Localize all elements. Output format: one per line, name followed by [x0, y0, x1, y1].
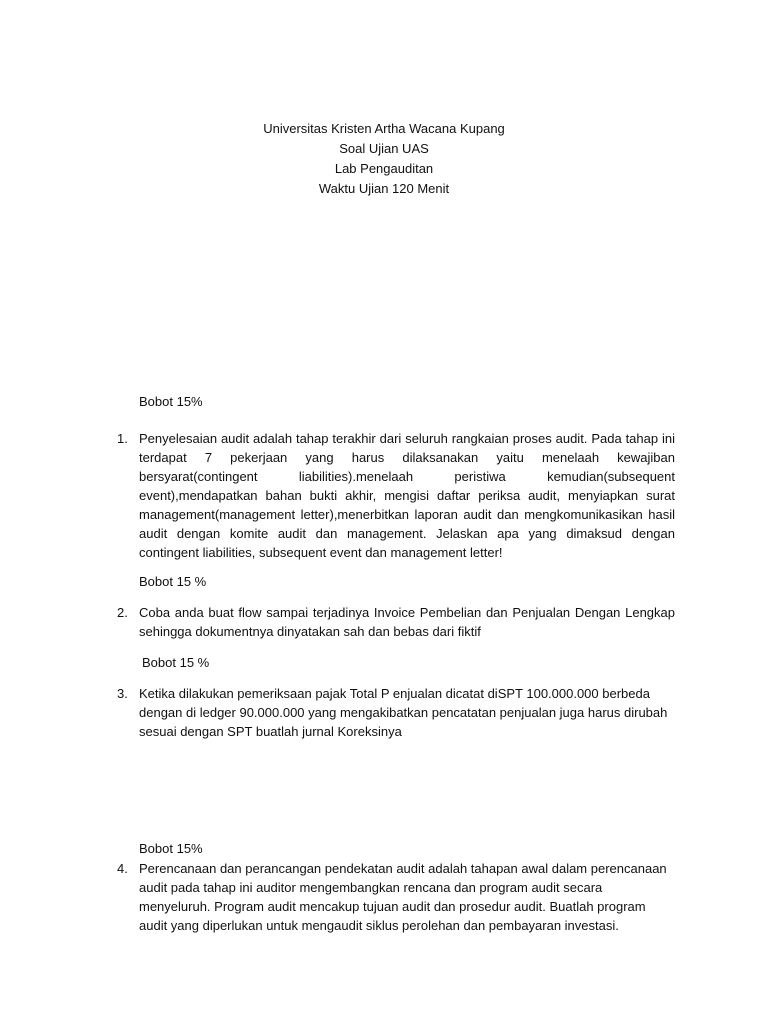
- question-3: [117, 684, 675, 741]
- question-1-text: Penyelesaian audit adalah tahap terakhir dari seluruh rangkaian proses audit. Pada tahap ini terdapat 7 pekerjaan yang harus dilaksanakan yaitu menelaah kewajiban bersyarat(contingent liabilities).menelaah peristiwa kemudian(subsequent event),mendapatkan bahan bukti akhir, mengisi daftar periksa audit, menyiapkan surat management(management letter),menerbitkan laporan audit dan mengkomunikasikan hasil audit dengan komite audit dan management. Jelaskan apa yang dimaksud dengan contingent liabilities, subsequent event dan management letter!: [139, 431, 675, 560]
- question-4-text: Perencanaan dan perancangan pendekatan audit adalah tahapan awal dalam perencanaan audit pada tahap ini auditor mengembangkan rencana dan program audit secara menyeluruh. Program audit mencakup tujuan audit dan prosedur audit. Buatlah program audit yang diperlukan untuk mengaudit siklus perolehan dan pembayaran investasi.: [139, 861, 667, 933]
- question-4: [117, 859, 675, 935]
- question-2: [117, 603, 675, 641]
- course-name: Lab Pengauditan: [334, 161, 434, 176]
- question-2-weight: Bobot 15 %: [139, 574, 207, 589]
- question-2-text: Coba anda buat flow sampai terjadinya Invoice Pembelian dan Penjualan Dengan Lengkap sehingga dokumentnya dinyatakan sah dan bebas dari fiktif: [139, 605, 675, 639]
- question-1-number: 1.: [117, 431, 128, 446]
- question-4-number: 4.: [117, 861, 128, 876]
- question-3-number: 3.: [117, 686, 128, 701]
- exam-duration: Waktu Ujian 120 Menit: [318, 181, 450, 196]
- question-3-weight: Bobot 15 %: [142, 655, 210, 670]
- question-1-weight: Bobot 15%: [139, 394, 203, 409]
- document-header: [0, 119, 768, 199]
- question-3-text: Ketika dilakukan pemeriksaan pajak Total P enjualan dicatat diSPT 100.000.000 berbeda dengan di ledger 90.000.000 yang mengakibatkan pencatatan penjualan juga harus dirubah sesuai dengan SPT buatlah jurnal Koreksinya: [139, 686, 668, 739]
- exam-title: Soal Ujian UAS: [339, 141, 429, 156]
- university-name: Universitas Kristen Artha Wacana Kupang: [263, 121, 505, 136]
- question-1: [117, 429, 675, 562]
- question-2-number: 2.: [117, 605, 128, 620]
- question-4-weight: Bobot 15%: [139, 841, 203, 856]
